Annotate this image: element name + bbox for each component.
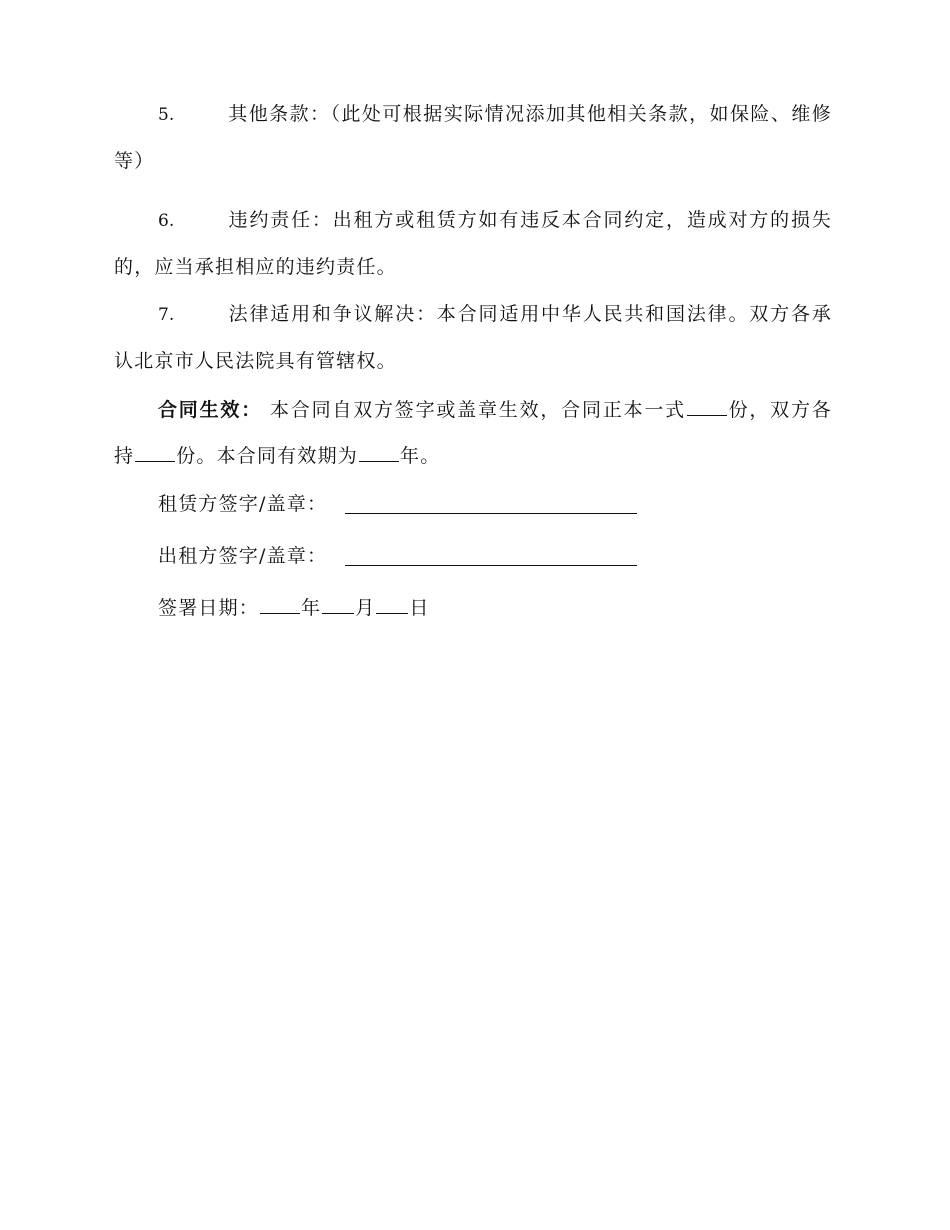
clause-text: 违约责任：出租方或租赁方如有违反本合同约定，造成对方的损失的，应当承担相应的违约责任。 — [114, 209, 832, 278]
validity-years-blank[interactable] — [359, 460, 399, 462]
clause-text: 法律适用和争议解决：本合同适用中华人民共和国法律。双方各承认北京市人民法院具有管辖权。 — [114, 303, 832, 372]
signing-date-line — [158, 595, 430, 621]
lessor-signature-line — [158, 543, 637, 569]
clause-number: 6. — [158, 211, 175, 231]
lessee-signature-label: 租赁方签字/盖章： — [158, 493, 328, 515]
lessor-signature-field[interactable] — [345, 564, 637, 566]
effect-text-1: 本合同自双方签字或盖章生效，合同正本一式 — [270, 399, 686, 421]
lessee-signature-field[interactable] — [345, 512, 637, 514]
clause-6 — [114, 197, 832, 290]
lessee-signature-line — [158, 491, 637, 517]
clause-number: 7. — [158, 305, 175, 325]
lessor-signature-label: 出租方签字/盖章： — [158, 545, 328, 567]
year-unit: 年 — [301, 597, 322, 619]
effect-heading: 合同生效： — [158, 399, 262, 421]
day-blank[interactable] — [376, 612, 408, 614]
effect-text-4: 年。 — [400, 445, 441, 467]
day-unit: 日 — [409, 597, 430, 619]
copies-blank[interactable] — [687, 414, 727, 416]
each-copies-blank[interactable] — [135, 460, 175, 462]
clause-5 — [114, 91, 832, 184]
clause-number: 5. — [158, 105, 175, 125]
effect-text-3: 份。本合同有效期为 — [176, 445, 359, 467]
month-unit: 月 — [355, 597, 376, 619]
year-blank[interactable] — [260, 612, 300, 614]
clause-text: 其他条款：（此处可根据实际情况添加其他相关条款，如保险、维修等） — [114, 103, 832, 172]
effect-text-2: 份，双方各持 — [114, 399, 832, 467]
signing-date-label: 签署日期： — [158, 597, 260, 619]
month-blank[interactable] — [322, 612, 354, 614]
clause-7 — [114, 291, 832, 384]
contract-effect-paragraph — [114, 387, 832, 479]
